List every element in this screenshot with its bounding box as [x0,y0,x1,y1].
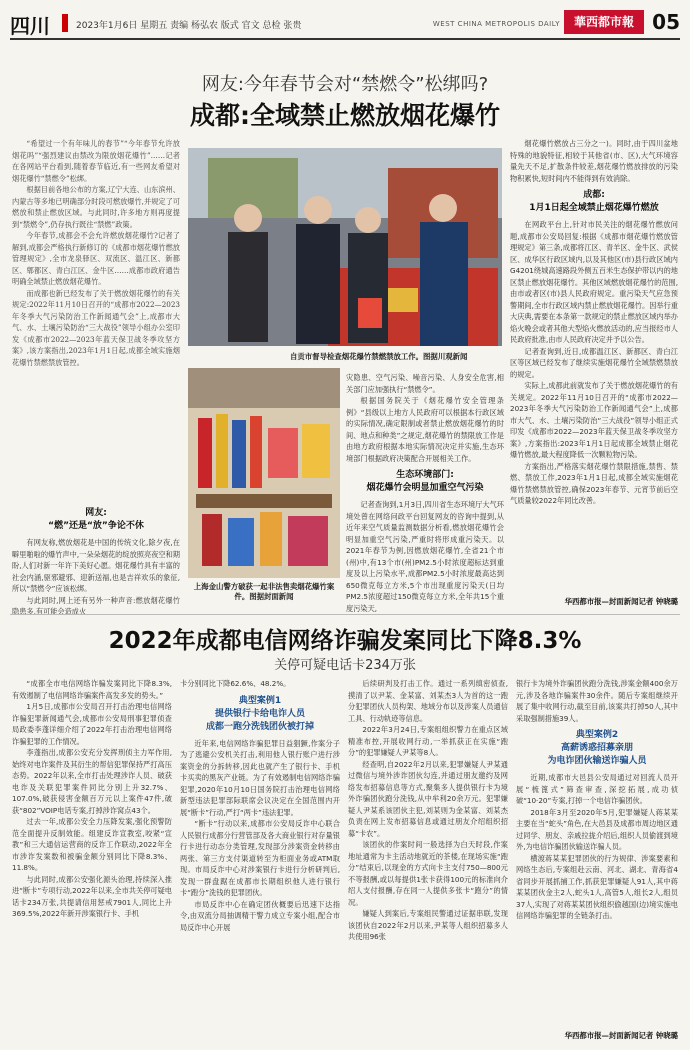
rule-paragraph: 在网政平台上,针对市民关注的烟花爆竹燃放问题,成都市公安局回复:根据《成都市烟花爆竹燃放管理规定》第三条,成都将江区、青羊区、金牛区、武侯区、成华区行政区域内,以及其他区(市)县行政区域内G4201绕城高速路段外侧五百米生态保护带以内的地区禁止燃放烟花爆竹。其他区域燃放烟花爆竹的范围,由市或者区(市)县人民政府规定。重污染天气应急预警期间,全市行政区域内禁止燃放烟花爆竹。因举行重大庆典,需要在本条第一款规定的禁止燃放区域内举办焰火晚会或者其他大型焰火燃放活动的,应当报经市人民政府批准,由市人民政府决定并予以公告。 [510,220,678,344]
story1-intro [12,138,180,498]
case2-paragraph: 2018年3月至2020年5月,犯罪嫌疑人蒋某某主要在当“蛇头”角色,在大邑县及成都市周边地区通过同学、朋友、亲戚拉拢介绍后,组织人员偷渡到境外,为电信诈骗团伙输送诈骗人员。 [516,807,678,851]
page-header [10,8,680,40]
photo1-caption: 自贡市督导检查烟花爆竹禁燃禁放工作。图据川观新闻 [290,352,468,361]
intro-paragraph: “希望过一个有年味儿的春节”“今年春节允许放烟花吗”“强烈建议由禁改为限放烟花爆竹”……记者在各网站平台看到,随着春节临近,有一些网友希望对烟花爆竹“禁燃令”松绑。 [12,139,180,183]
case1-paragraph: 2022年3月24日,专案组组织警力在重点区域精准布控,开展收网行动,一举抓获正在实施“跑分”的犯罪嫌疑人尹某等8人。 [348,725,508,757]
intro-paragraph: 今年春节,成都会不会允许燃放烟花爆竹?记者了解到,成都会严格执行新修订的《成都市烟花爆竹燃放管理规定》,全市龙泉驿区、双流区、温江区、新都区、郫都区、青白江区、金牛区……成都市政府通告明确全域禁止燃放烟花爆竹。 [12,231,180,286]
story2-paragraph: 1月5日,成都市公安局召开打击治理电信网络诈骗犯罪新闻通气会,成都市公安局刑事犯罪侦查局政委李蓬详细介绍了2022年打击治理电信网络诈骗犯罪的工作情况。 [12,702,172,746]
case1-paragraph: 经查明,自2022年2月以来,犯罪嫌疑人尹某通过微信与境外涉诈团伙勾连,并通过朋友邀约及网络发布招募信息等方式,聚集多人提供银行卡为境外诈骗团伙跑分洗钱,从中牟利20余万元。犯罪嫌疑人尹某系该团伙主犯,刘某则为金某富、刘某杰负责在网上发布招募信息或通过朋友介绍组织招募“卡农”。 [348,759,508,838]
paper-logo: 華西都市報 [564,10,644,34]
photo-inspection [188,148,502,346]
env-paragraph: 记者查询到,1月3日,四川省生态环境厅大气环境处曾在网络问政平台回复网友的咨询中提到,从近年来空气质量监测数据分析看,燃放烟花爆竹会明显加重空气污染,严重时将形成重污染天。以2021年春节为例,因燃放烟花爆竹,全省21个市(州)中,有13个市(州)PM2.5小时浓度超标达到重度及以上污染水平,成都PM2.5小时浓度最高达到650微克每立方米,5个市出现重度污染天(日均PM2.5浓度超过150微克每立方米,全年共15个重度污染天, [346,500,504,613]
case1-paragraph: 近年来,电信网络诈骗犯罪日益猖獗,作案分子为了逃避公安机关打击,利用他人银行账户进行涉案资金的分拆转移,因此也就产生了银行卡、手机卡买卖的黑灰产业链。为了有效遏制电信网络诈骗犯罪,2020年10月10日国务院打击治理电信网络新型违法犯罪部际联席会议决定在全国范围内开展“断卡”行动,严打“两卡”违法犯罪。 [180,738,340,817]
fireworks-stall-image [188,368,340,578]
rule-paragraph: 方案指出,严格落实烟花爆竹禁限措施,禁售、禁燃、禁放工作,2023年1月1日起,成都全域实施烟花爆竹禁燃禁放管控,确保2023年春节、元宵节前后空气质量较2022年同比改善。 [510,461,678,505]
case1-heading: 典型案例1 提供银行卡给电诈人员 成都一跑分洗钱团伙被打掉 [205,695,314,732]
story1-title: 成都:全域禁止燃放烟花爆竹 [190,101,500,130]
mid-paragraph: 灾隐患、空气污染、噪音污染、人身安全危害,相关部门应加强执行“禁燃令”。 [346,373,504,394]
inspection-scene-image [188,148,502,346]
debate-section [12,502,180,616]
env-section [346,372,504,613]
story1-subtitle: 网友:今年春节会对“禁燃令”松绑吗? [201,74,489,95]
case1-paragraph: 后续研判及打击工作。通过一系列缜密侦查,摸清了以尹某、金某富、刘某杰3人为首的这一跑分犯罪团伙人员构架、地域分布以及涉案人员通信工具、行动轨迹等信息。 [348,679,508,723]
story2-paragraph: 卡分别同比下降62.6%、48.2%。 [180,679,291,688]
photo-seized-fireworks [188,368,340,578]
debate-heading: 网友: “燃”还是“放”争论不休 [48,508,144,531]
story-separator [10,614,680,615]
story2-subtitle: 关停可疑电话卡234万张 [274,658,416,673]
intro-paragraph: 根据目前各地公布的方案,辽宁大连、山东滨州、内蒙古等多地已明确部分时段可燃放爆竹,并规定了可燃放和禁止燃放区域。与此同时,许多地方则再度提到“禁燃令”,仍存执行既往“禁燃”政策。 [12,185,180,229]
mid-paragraph: 根据国务院关于《烟花爆竹安全管理条例》“县级以上地方人民政府可以根据本行政区域的实际情况,确定限制或者禁止燃放烟花爆竹的时间、地点和种类”之规定,烟花爆竹的禁限放工作是由地方政府根据本地实际情况决定并实施,生态环境部门根据政府决策配合开展相关工作。 [346,396,504,463]
debate-paragraph: 有网友称,燃放烟花是中国的传统文化,除夕夜,在噼里啪啦的爆竹声中,一朵朵烟花的绽放照亮夜空和期盼,人们对新一年许下美好心愿。烟花爆竹具有丰富的社会内涵,驱邪避邪、迎新送福,也是吉祥欢乐的象征,所以“禁燃令”应该松绑。 [12,538,180,593]
story2-col1 [12,678,172,1042]
case1-paragraph: 嫌疑人到案后,专案组民警通过证据串联,发现该团伙自2022年2月以来,尹某等人组织招募多人共使用96张 [348,909,508,941]
story2-credit: 华西都市报—封面新闻记者 钟晓璐 [564,1031,678,1040]
page-number: 05 [652,10,680,34]
story2-paragraph: 过去一年,成都公安全力压降发案,强化预警防范全面提升反制效能。组建反诈宣教室,咬紧“宣教”和三大通信运营商的反诈工作联动,2022年全市涉诈发案数和被骗金额分别同比下降8.3%、11.8%。 [12,817,172,872]
story2-col2 [180,678,340,1042]
intro-paragraph: 而成都也新已经发布了关于燃放烟花爆竹的有关规定:2022年11月10日召开的“成都市2022—2023年冬季大气污染防治工作新闻通气会”上,成都市大气、水、土壤污染防治“三大战役”领导小组办公室印发《成都市2022—2023年蓝天保卫战冬季攻坚方案》,该方案指出,2023年1月1日起,成都全域实施烟花爆竹禁燃禁放管控。 [12,288,180,367]
rule-section [510,138,678,590]
rule-paragraph: 实际上,成都此前就发布了关于燃放烟花爆竹的有关规定。2022年11月10日召开的“成都市2022—2023年冬季大气污染防治工作新闻通气会”上,成都市大气、水、土壤污染防治“三大战役”领导小组正式印发《成都市2022—2023年蓝天保卫战冬季攻坚方案》,方案指出:2023年1月1日起成都全域禁止烟花爆竹燃放,最大程度降低一次颗粒物污染。 [510,381,678,459]
paper-name-en: WEST CHINA METROPOLIS DAILY [432,20,560,28]
case1-paragraph: 该团伙的作案时间一般选择为白天时段,作案地址通常为卡主活动地就近的茶楼,在现场实施“跑分”结束后,以现金的方式向卡主支付750—800元不等报酬,或以每提供1张卡获得100元的标准向介绍人支付报酬,存在同一人提供多张卡“跑分”的情况。 [348,840,508,907]
case2-paragraph: 横渡蒋某某犯罪团伙的行为规律、涉案要素和网络生态后,专案组赴云南、河北、湖北、青海省4省同步开展抓捕工作,抓获犯罪嫌疑人91人,其中蒋某某团伙金主2人,蛇头1人,高管5人,组长2人,组员37人,实现了对蒋某某团伙组织偷越国(边)境实施电信网络诈骗犯罪的全链条打击。 [516,853,678,920]
case1-paragraph: 市局反诈中心在确定团伙概要后迅速下达指令,由双流分局抽调精干警力成立专案小组,配合市局反诈中心开展 [180,899,340,932]
right-top-paragraph: 烟花爆竹燃放占三分之一)。同时,由于四川盆地特殊的地貌特征,相较于其他省(市、区),大气环境容量先天不足,扩散条件较差,烟花爆竹燃放排放的污染物积累快,短时间内不能得到有效消除。 [510,139,678,183]
section-name: 四川 [10,14,50,38]
case2-paragraph: 近期,成都市大邑县公安局通过对回流人员开展“梳篦式”筛查审查,深挖拓展,成功侦破“10·20”专案,打掉一个电信诈骗团伙。 [516,773,678,805]
case1-paragraph: 银行卡为境外诈骗团伙跑分洗钱,涉案金额400余万元,涉及各地诈骗案件30余件。随后专案组继续开展了集中收网行动,截至目前,该案共打掉50人,其中采取强制措施39人。 [516,679,678,723]
story2-title: 2022年成都电信网络诈骗发案同比下降8.3% [108,628,582,654]
case2-heading: 典型案例2 高薪诱惑招募亲朋 为电诈团伙输送诈骗人员 [547,730,647,766]
story2-paragraph: 李蓬指出,成都公安充分发挥刑侦主力军作用,始终对电诈案件及其衍生的帮信犯罪保持严打高压态势。2022年以来,全市打击处理涉诈人员、破获电诈及关联犯罪案件同比分别上升32.7%、107.0%,破获侵害金额百万元以上案件47件,破获“802”VOIP电话专案,打掉涉诈窝点43个。 [12,748,172,815]
debate-paragraph: 与此同时,网上还有另外一种声音:燃放烟花爆竹隐患多,有可能会造成火 [12,595,180,616]
case1-paragraph: “断卡”行动以来,成都市公安局反诈中心联合人民银行成都分行营管部及各大商业银行对存量银行卡进行动态分类管理,发现部分涉案资金转移由两张、第三方支付渠道转至为柜面业务或ATM取现。市局反诈中心对涉案银行卡进行分析研判后,发现一群盘踞在成都市长期组织他人进行银行卡“跑分”洗钱的犯罪团伙。 [180,819,340,897]
issue-meta: 2023年1月6日 星期五 责编 杨弘农 版式 官文 总检 张贵 [76,21,302,31]
rule-paragraph: 记者查询到,近日,成都温江区、新都区、青白江区等区域已经发布了继续实施烟花爆竹全域禁燃禁放的规定。 [510,346,678,379]
env-heading: 生态环境部门: 烟花爆竹会明显加重空气污染 [366,470,484,493]
story2-paragraph: 与此同时,成都公安强化源头治理,持续深入推进“断卡”专项行动,2022年以来,全市共关停可疑电话卡234万张,共提请信用惩戒7901人,同比上升369.5%,2022年新开涉案银行卡、手机 [12,874,172,918]
story1-credit: 华西都市报—封面新闻记者 钟晓璐 [564,597,678,606]
story2-col3 [348,678,508,1042]
story2-paragraph: “成都全市电信网络诈骗发案同比下降8.3%,有效遏制了电信网络诈骗案件高发多发的势头。” [12,679,172,700]
section-bar [62,14,68,32]
photo2-caption: 上海金山警方破获一起非法售卖烟花爆竹案件。图据封面新闻 [193,582,335,601]
story2-col4 [516,678,678,1018]
rule-heading: 成都: 1月1日起全域禁止烟花爆竹燃放 [529,190,659,213]
